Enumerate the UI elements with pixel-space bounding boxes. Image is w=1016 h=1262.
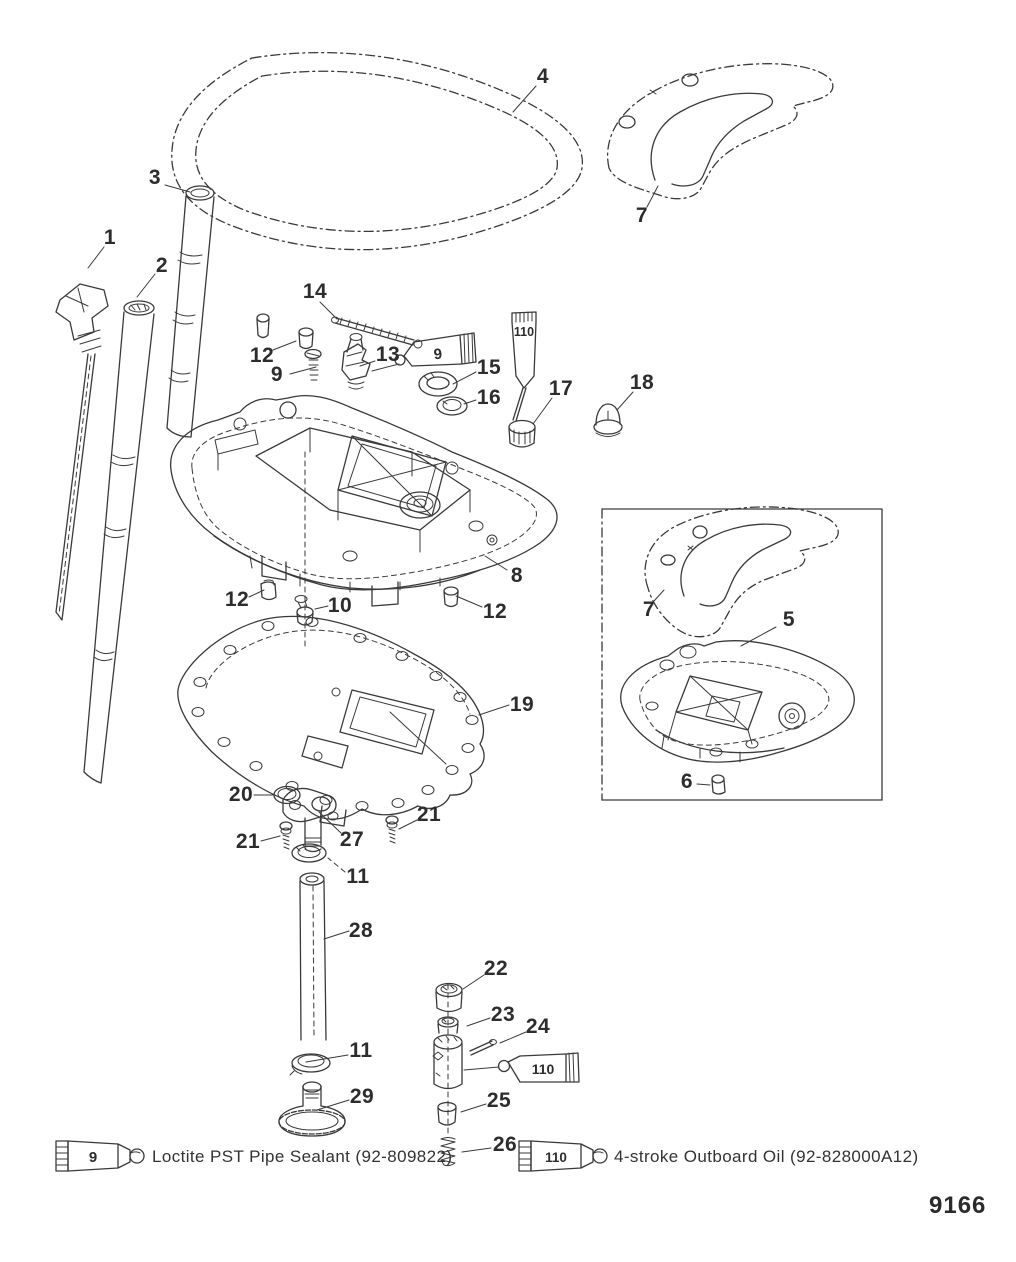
part-callout-10-15: 10 (327, 594, 353, 617)
part-7-gasket-top (608, 64, 833, 199)
inset-part-6-plug (712, 775, 725, 794)
legend-oil-icon-label: 110 (545, 1150, 567, 1165)
part-12-plug-right (444, 587, 458, 607)
part-callout-23-25: 23 (490, 1003, 516, 1026)
legend-oil-text: 4-stroke Outboard Oil (92-828000A12) (614, 1147, 919, 1166)
part-callout-19-17: 19 (509, 693, 535, 716)
part-15-seal-washer (419, 372, 457, 396)
part-callout-26-28: 26 (492, 1133, 518, 1156)
oil-tube-upper-label: 110 (513, 325, 535, 339)
part-callout-8-13: 8 (510, 564, 524, 587)
part-callout-5-31: 5 (782, 608, 796, 631)
part-callout-11-29: 11 (349, 1039, 373, 1062)
part-29-strainer (279, 1082, 345, 1136)
part-callout-21-21: 21 (416, 803, 442, 826)
part-callout-3-2: 3 (148, 166, 162, 189)
inset-part-7-gasket (642, 507, 838, 637)
part-callout-18-12: 18 (629, 371, 655, 394)
part-24-pin (470, 1040, 497, 1056)
part-callout-27-20: 27 (339, 828, 365, 851)
part-callout-21-19: 21 (235, 830, 261, 853)
oil-tube-110-lower-icon (499, 1053, 580, 1082)
part-callout-13-8: 13 (375, 343, 401, 366)
part-callout-4-3: 4 (536, 65, 550, 88)
legend-oil-tube-icon (519, 1141, 607, 1171)
part-22-cap (436, 984, 462, 1012)
part-1-dipstick (56, 284, 108, 620)
part-28-pickup-tube (300, 873, 326, 1040)
part-2-dipstick-tube (84, 301, 154, 783)
sealant-tube-label: 9 (432, 345, 443, 364)
legend-sealant-icon-label: 9 (88, 1149, 98, 1166)
part-callout-16-10: 16 (476, 386, 502, 409)
legend-sealant-tube-icon (56, 1141, 144, 1171)
part-callout-28-23: 28 (348, 919, 374, 942)
part-callout-11-22: 11 (346, 865, 370, 888)
part-callout-24-26: 24 (525, 1015, 551, 1038)
part-11-seal-upper (292, 844, 326, 862)
part-callout-1-0: 1 (103, 226, 117, 249)
part-callout-15-9: 15 (476, 356, 502, 379)
part-callout-6-32: 6 (680, 770, 694, 793)
part-callout-29-30: 29 (349, 1085, 375, 1108)
part-13-elbow-fitting (342, 334, 370, 390)
part-4-seal-ring (172, 53, 583, 250)
part-17-cap (509, 421, 535, 448)
part-callout-12-6: 12 (249, 344, 275, 367)
part-12-plug-left (261, 580, 276, 600)
inset-box (602, 509, 882, 800)
oil-tube-lower-label: 110 (531, 1061, 555, 1077)
part-callout-12-16: 12 (482, 600, 508, 623)
part-callout-25-27: 25 (486, 1089, 512, 1112)
part-callout-7-4: 7 (635, 204, 649, 227)
part-16-cap (437, 397, 467, 415)
part-callout-12-14: 12 (224, 588, 250, 611)
part-21-screw-right (386, 816, 398, 843)
part-9-vent-screw (305, 350, 321, 381)
leader-lines (88, 86, 776, 1152)
part-callout-17-11: 17 (548, 377, 574, 400)
part-25-plug (438, 1103, 456, 1126)
part-3-tube (167, 186, 214, 437)
oil-tube-110-upper-icon (512, 312, 536, 421)
part-10-fitting (295, 596, 313, 626)
part-11-seal-lower (290, 1054, 330, 1075)
part-callout-20-18: 20 (228, 783, 254, 806)
legend-sealant-text: Loctite PST Pipe Sealant (92-809822) (152, 1147, 453, 1166)
part-callout-14-5: 14 (302, 280, 328, 303)
part-callout-7-33: 7 (642, 598, 656, 621)
page-number: 9166 (929, 1192, 987, 1219)
part-callout-22-24: 22 (483, 957, 509, 980)
part-19-gasket (178, 616, 484, 826)
part-callout-9-7: 9 (270, 363, 284, 386)
part-callout-2-1: 2 (155, 254, 169, 277)
part-21-screw-left (280, 822, 292, 849)
inset-part-5-plate (621, 641, 854, 762)
